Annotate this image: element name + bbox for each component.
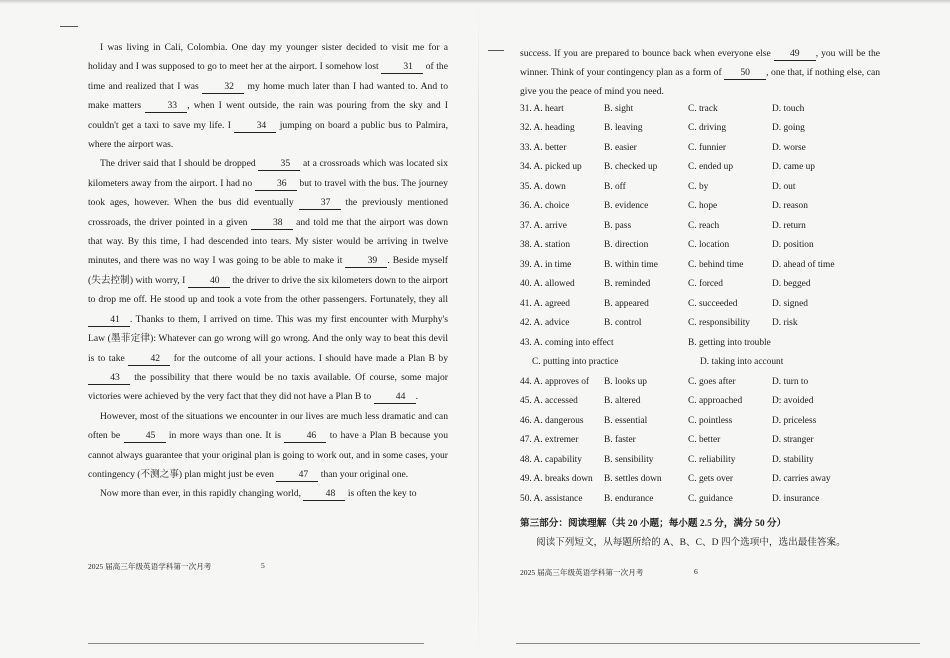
blank-38: 38: [251, 217, 293, 230]
option-c: C. reliability: [688, 454, 736, 465]
paragraph: Now more than ever, in this rapidly changing world, 48 is often the key to: [100, 488, 417, 500]
option-a: 46. A. dangerous: [520, 415, 584, 426]
option-d: D. stranger: [772, 435, 814, 446]
option-a: 37. A. arrive: [520, 220, 567, 231]
option-d: D. stability: [772, 454, 814, 465]
option-row-36: [520, 197, 890, 217]
scan-dash: [488, 50, 504, 51]
blank-49: 49: [774, 48, 816, 61]
option-a: 50. A. assistance: [520, 493, 583, 504]
option-c: C. reach: [688, 220, 720, 231]
option-c: C. goes after: [688, 376, 736, 387]
option-c: C. gets over: [688, 474, 734, 485]
option-row-38: [520, 236, 890, 256]
option-d: D. signed: [772, 298, 808, 309]
option-b: B. settles down: [604, 474, 662, 485]
option-c: C. forced: [688, 279, 723, 290]
option-text: B. getting into trouble: [688, 337, 771, 348]
option-d: D. return: [772, 220, 806, 231]
option-row-48: [520, 450, 890, 470]
option-d: D. touch: [772, 103, 805, 114]
option-row-43: [520, 333, 890, 353]
option-b: B. easier: [604, 142, 637, 153]
blank-32: 32: [202, 81, 244, 94]
section-instruction: 阅读下列短文，从每题所给的 A、B、C、D 四个选项中，选出最佳答案。: [536, 537, 846, 548]
paragraph: However, most of the situations we encounter in our lives are much less dramatic and can often be 45 in more ways than one. It is 46 to have a Plan B because you cannot always guarantee that your original plan is going to work out, and in some cases, your contingency (不测之事) plan might just be even 47 than your original one.: [88, 410, 449, 480]
blank-50: 50: [724, 67, 766, 80]
option-row-34: [520, 158, 890, 178]
passage-continuation: [520, 44, 880, 101]
option-b: B. faster: [604, 435, 636, 446]
option-c: C. responsibility: [688, 318, 750, 329]
option-d: D. begged: [772, 279, 811, 290]
option-b: B. within time: [604, 259, 658, 270]
blank-37: 37: [299, 197, 341, 210]
option-c: C. by: [688, 181, 709, 192]
bottom-rule: [516, 643, 920, 644]
option-row-50: [520, 489, 890, 509]
option-d: D. reason: [772, 201, 808, 212]
bottom-rule: [88, 643, 424, 644]
blank-44: 44: [374, 391, 416, 404]
paragraph: I was living in Cali, Colombia. One day my younger sister decided to visit me for a holiday and I was supposed to go to meet her at the airport. I somehow lost 31 of the time and realized that I was 32 my home much later than I had wanted to. And to make matters 33 , when I went outside, the rain was pouring from the sky and I couldn't get a taxi to save my life. I 34 jumping on board a public bus to Palmira, where the airport was.: [88, 42, 449, 151]
right-page: [480, 0, 950, 658]
blank-33: 33: [145, 100, 187, 113]
option-c: C. track: [688, 103, 718, 114]
option-b: B. sensibility: [604, 454, 654, 465]
scan-dash: [60, 26, 78, 27]
option-a: 45. A. accessed: [520, 396, 578, 407]
paragraph: The driver said that I should be dropped 35 at a crossroads which was located six kilometers away from the airport. I had no 36 but to travel with the bus. The journey took ages, however. When the bus did eventually 37 the previously mentioned crossroads, the driver pointed in a given 38 and told me that the airport was down that way. By this time, I had descended into tears. My sister would be arriving in twelve minutes, and there was no way I was going to be able to make it 39 . Beside myself (失去控制) with worry, I 40 the driver to drive the six kilometers down to the airport to drop me off. He stood up and took a vote from the other passengers. Fortunately, they all 41 . Thanks to them, I arrived on time. This was my first encounter with Murphy's Law (墨菲定律): Whatever can go wrong will go wrong. And the only way to beat this devil is to take 42 for the outcome of all your actions. I should have made a Plan B by 43 the possibility that there would be no taxis available. Of course, some major victories were achieved by the very fact that they did not have a Plan B to 44 .: [88, 158, 449, 403]
option-d: D. ahead of time: [772, 259, 835, 270]
option-b: B. checked up: [604, 162, 658, 173]
option-a: 42. A. advice: [520, 318, 570, 329]
option-row-39: [520, 255, 890, 275]
section-heading: 第三部分：阅读理解（共 20 小题；每小题 2.5 分，满分 50 分）: [520, 518, 787, 529]
blank-41: 41: [88, 314, 130, 327]
option-row-45: [520, 392, 890, 412]
option-a: 39. A. in time: [520, 259, 572, 270]
page-number: 6: [694, 567, 698, 576]
option-d: D. going: [772, 123, 805, 134]
option-row-32: [520, 119, 890, 139]
option-a: 31. A. heart: [520, 103, 564, 114]
option-c: C. driving: [688, 123, 727, 134]
page-fold: [478, 0, 479, 658]
option-text: C. putting into practice: [532, 357, 619, 368]
option-d: D. turn to: [772, 376, 809, 387]
blank-42: 42: [128, 353, 170, 366]
cloze-passage: [88, 38, 448, 504]
option-c: C. funnier: [688, 142, 727, 153]
blank-47: 47: [276, 469, 318, 482]
option-row-42: [520, 314, 890, 334]
option-b: B. looks up: [604, 376, 647, 387]
option-a: 49. A. breaks down: [520, 474, 593, 485]
option-row-37: [520, 216, 890, 236]
option-text: 43. A. coming into effect: [520, 337, 614, 348]
option-row-41: [520, 294, 890, 314]
option-b: B. off: [604, 181, 626, 192]
option-c: C. better: [688, 435, 721, 446]
option-d: D. came up: [772, 162, 815, 173]
paragraph: success. If you are prepared to bounce back when everyone else 49 , you will be the winner. Think of your contingency plan as a form of 50 , one that, if nothing else, can give you the peace of mind you need.: [520, 48, 881, 97]
blank-35: 35: [258, 158, 300, 171]
blank-46: 46: [284, 430, 326, 443]
option-a: 48. A. capability: [520, 454, 582, 465]
option-a: 38. A. station: [520, 240, 571, 251]
option-a: 33. A. better: [520, 142, 567, 153]
option-c: C. location: [688, 240, 730, 251]
option-d: D. position: [772, 240, 814, 251]
option-c: C. behind time: [688, 259, 744, 270]
option-b: B. leaving: [604, 123, 643, 134]
footer-title: 2025 届高三年级英语学科第一次月考: [88, 562, 212, 571]
option-d: D. insurance: [772, 493, 820, 504]
option-row-46: [520, 411, 890, 431]
option-c: C. guidance: [688, 493, 733, 504]
option-row-33: [520, 138, 890, 158]
option-c: C. hope: [688, 201, 718, 212]
option-text: D. taking into account: [700, 357, 784, 368]
option-a: 32. A. heading: [520, 123, 575, 134]
option-a: 34. A. picked up: [520, 162, 582, 173]
blank-45: 45: [124, 430, 166, 443]
option-row-44: [520, 372, 890, 392]
option-row-43b: [520, 353, 890, 373]
option-d: D. risk: [772, 318, 798, 329]
option-a: 47. A. extremer: [520, 435, 579, 446]
option-c: C. succeeded: [688, 298, 738, 309]
blank-40: 40: [188, 275, 230, 288]
option-row-40: [520, 275, 890, 295]
option-b: B. sight: [604, 103, 634, 114]
blank-43: 43: [88, 372, 130, 385]
blank-31: 31: [381, 61, 423, 74]
option-a: 44. A. approves of: [520, 376, 589, 387]
option-b: B. endurance: [604, 493, 654, 504]
option-d: D: avoided: [772, 396, 814, 407]
blank-48: 48: [303, 488, 345, 501]
option-row-35: [520, 177, 890, 197]
option-c: C. approached: [688, 396, 743, 407]
option-b: B. altered: [604, 396, 641, 407]
option-c: C. ended up: [688, 162, 734, 173]
option-b: B. pass: [604, 220, 632, 231]
option-b: B. control: [604, 318, 642, 329]
option-d: D. worse: [772, 142, 806, 153]
option-b: B. direction: [604, 240, 649, 251]
blank-39: 39: [345, 255, 387, 268]
option-a: 40. A. allowed: [520, 279, 575, 290]
blank-34: 34: [234, 120, 276, 133]
answer-options: [520, 99, 890, 509]
page-number: 5: [261, 561, 265, 570]
option-a: 41. A. agreed: [520, 298, 570, 309]
blank-36: 36: [255, 178, 297, 191]
option-d: D. out: [772, 181, 796, 192]
option-c: C. pointless: [688, 415, 733, 426]
footer-title: 2025 届高三年级英语学科第一次月考: [520, 568, 644, 577]
option-row-49: [520, 470, 890, 490]
option-a: 36. A. choice: [520, 201, 570, 212]
option-row-31: [520, 99, 890, 119]
option-b: B. evidence: [604, 201, 649, 212]
option-a: 35. A. down: [520, 181, 566, 192]
option-row-47: [520, 431, 890, 451]
option-d: D. carries away: [772, 474, 831, 485]
option-b: B. essential: [604, 415, 648, 426]
option-b: B. reminded: [604, 279, 651, 290]
option-b: B. appeared: [604, 298, 649, 309]
option-d: D. priceless: [772, 415, 817, 426]
